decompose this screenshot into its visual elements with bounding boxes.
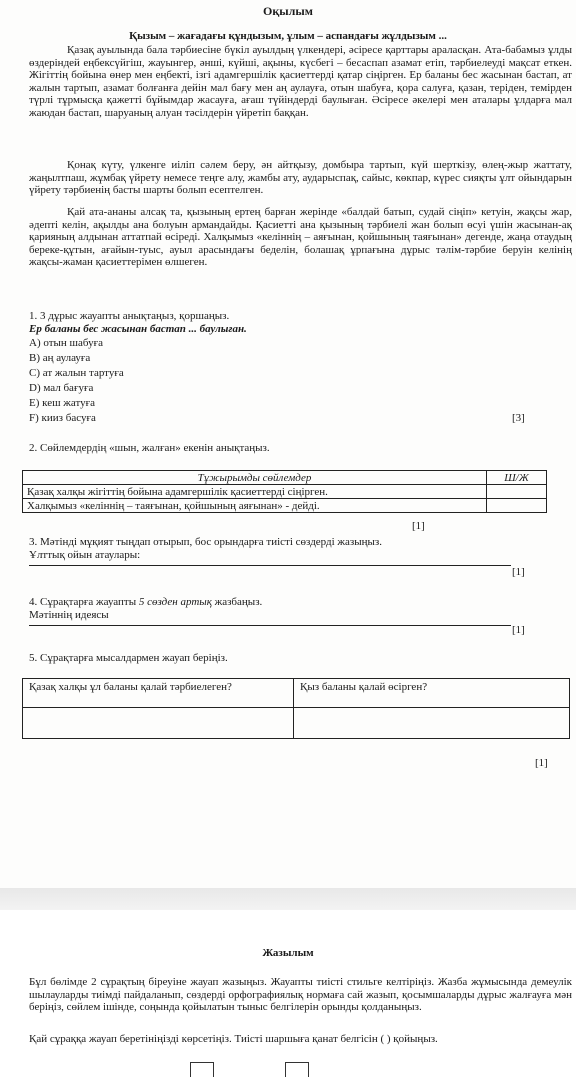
q3-mark: [1] xyxy=(512,566,525,578)
q5-mark: [1] xyxy=(535,757,548,769)
q1-option-c[interactable]: C) ат жалын тартуға xyxy=(29,367,124,379)
t5-answer-girls[interactable] xyxy=(294,708,570,739)
t5-answer-boys[interactable] xyxy=(23,708,294,739)
q2-mark: [1] xyxy=(412,520,425,532)
q1-option-e[interactable]: E) кеш жатуға xyxy=(29,397,96,409)
reading-paragraph-1: Қазақ ауылында бала тәрбиесіне бүкіл ауылдың үлкендері, әсіресе қарттары араласқан. Ата-бабамыз ұлды өздеріндей еңбексүйгіш, жауынгер, әнші, күйші, ақыны, күсбегі – бесаспап азамат етіп, тәрбиелеуді мақсат еткен. Жігіттің бойына өнер мен еңбекті, ізгі адамгершілік қасиеттерді қатар сіңірген. Ер баланы бес жасынан бастап, ат жалын тартып, азамат болғанға дейін мал бағу мен аң аулауға, отын шабуға, қора салуға, қазан, теріден, темірден түрлі тұрмысқа қажетті бұйымдар жасауға, ағаш түйіндерді баулыған. Әсіресе әкелері мен аталары ұлдарға мал жаюдан бастап, шаруаның алуан тәсілдерін үйретіп баққан. xyxy=(29,44,572,119)
writing-page xyxy=(0,910,576,1070)
reading-paragraph-3: Қай ата-ананы алсақ та, қызының ертең барған жерінде «балдай батып, судай сіңіп» кетуін, жақсы жар, әдепті келін, ақылды ана болуын армандайды. Қасиетті ана қызының тәрбиелі жан болып өсуі үшін жасынан-ақ қарияның алдынан аттатпай өсіреді. Халқымыз «келіннің – аяғынан, қойшының таяғынан» дегенде, жаңа отаудың береке-құтын, ағайын-туыс, ауыл арасындағы беделін, болашақ ұрпағына дұрыс тәлім-тәрбие беруін келінің жақсы-жаман қасиеттерімен өлшеген. xyxy=(29,206,572,269)
q1-option-b[interactable]: B) аң аулауға xyxy=(29,352,91,364)
t2-header-statements: Тұжырымды сөйлемдер xyxy=(23,471,487,485)
q4-prompt-start: 4. Сұрақтарға жауапты xyxy=(29,596,139,608)
q4-prompt xyxy=(29,596,262,609)
t2-row-2-text: Халқымыз «келіннің – таяғынан, қойшының аяғынан» - дейді. xyxy=(23,499,487,513)
section-title: Оқылым xyxy=(263,4,313,18)
q4-answer-line[interactable] xyxy=(29,625,511,626)
q1-prompt: 1. 3 дұрыс жауапты анықтаңыз, қоршаңыз. xyxy=(29,310,230,322)
true-false-table xyxy=(22,470,547,513)
q1-option-f[interactable]: F) кииз басуға xyxy=(29,412,96,424)
q4-mark: [1] xyxy=(512,624,525,636)
text-title: Қызым – жағадағы құндызым, ұлым – аспандағы жұлдызым ... xyxy=(129,30,447,42)
q1-option-d[interactable]: D) мал бағуға xyxy=(29,382,94,394)
t5-header-girls: Қыз баланы қалай өсірген? xyxy=(294,679,570,708)
q4-prompt-emphasis: 5 сөзден артық xyxy=(138,596,212,608)
q1-option-a[interactable]: A) отын шабуға xyxy=(29,337,103,349)
t2-row-2-answer[interactable] xyxy=(487,499,547,513)
reading-paragraph-2: Қонақ күту, үлкенге иіліп сәлем беру, ән айтқызу, домбыра тартып, күй шерткізу, өлең-жыр жаттату, жаңылтпаш, жұмбақ үйрету немесе теңге алу, жамбы ату, аударыспақ, сайыс, көкпар, күрес сияқты ұлт ойындарын үйрету тәрбиенің басты шарты болып есептелген. xyxy=(29,159,572,197)
q5-prompt: 5. Сұрақтарға мысалдармен жауап беріңіз. xyxy=(29,652,228,664)
q4-sub: Мәтіннің идеясы xyxy=(29,609,109,621)
page-separator xyxy=(0,888,576,910)
t2-row-1-answer[interactable] xyxy=(487,485,547,499)
q3-answer-line[interactable] xyxy=(29,565,511,566)
writing-text: Бұл бөлімде 2 сұрақтың біреуіне жауап жазыңыз. Жауапты тиісті стильге келтіріңіз. Жазба жұмысында демеулік шылауларды тиімді пайдаланып, сөздерді орфографиялық нормаға сай жазып, қосымшаларды дұрыс жалғауға мән беріңіз, сөйлем ішінде, соңында қойылатын тыныс белгілерін орынды қолданыңыз. xyxy=(29,976,572,1014)
q1-mark: [3] xyxy=(512,412,525,424)
t5-header-boys: Қазақ халқы ұл баланы қалай тәрбиелеген? xyxy=(23,679,294,708)
q3-prompt: 3. Мәтінді мұқият тыңдап отырып, бос орындарға тиісті сөздерді жазыңыз. xyxy=(29,536,383,548)
q3-sub: Ұлттық ойын атаулары: xyxy=(29,549,141,561)
examples-table xyxy=(22,678,570,739)
writing-title: Жазылым xyxy=(262,947,314,959)
t2-header-tf: Ш/Ж xyxy=(487,471,547,485)
q1-stem: Ер баланы бес жасынан бастап ... баулыған. xyxy=(29,323,247,335)
writing-instruction: Қай сұраққа жауап беретініңізді көрсетіңіз. Тиісті шаршыға қанат белгісін ( ) қойыңыз. xyxy=(29,1033,438,1045)
q4-prompt-end: жазбаңыз. xyxy=(211,596,263,608)
t2-row-1-text: Қазақ халқы жігіттің бойына адамгершілік қасиеттерді сіңірген. xyxy=(23,485,487,499)
q2-prompt: 2. Сөйлемдердің «шын, жалған» екенін анықтаңыз. xyxy=(29,442,270,454)
